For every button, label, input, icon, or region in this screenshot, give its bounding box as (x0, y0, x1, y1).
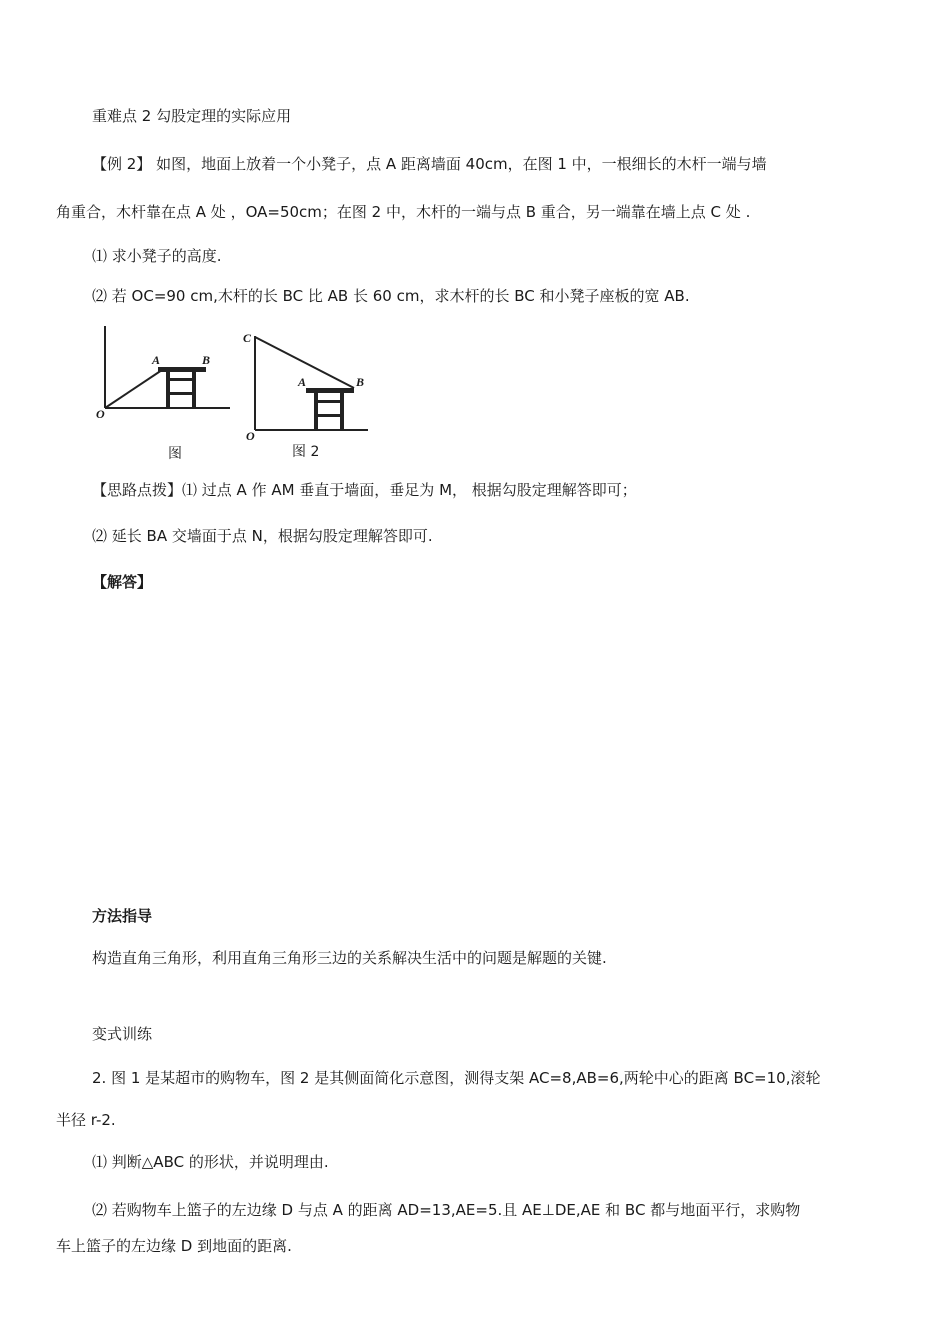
fig2-label-a: A (298, 375, 307, 389)
variant-line-2: 半径 r-2. (56, 1111, 116, 1129)
fig2-stool-leg-right (340, 393, 344, 430)
example-question-2: ⑵ 若 OC=90 cm,木杆的长 BC 比 AB 长 60 cm，求木杆的长 BC 和小凳子座板的宽 AB. (92, 287, 690, 305)
fig2-caption: 图 2 (292, 444, 320, 460)
fig2-stool-seat (306, 388, 354, 393)
fig1-pole (105, 370, 162, 408)
hint-line-2: ⑵ 延长 BA 交墙面于点 N，根据勾股定理解答即可. (92, 527, 433, 545)
example-line-2: 角重合，木杆靠在点 A 处 ，OA=50cm；在图 2 中，木杆的一端与点 B 重合，另一端靠在墙上点 C 处 . (56, 203, 751, 221)
variant-line-1: 2. 图 1 是某超市的购物车，图 2 是其侧面简化示意图，测得支架 AC=8,AB=6,两轮中心的距离 BC=10,滚轮 (92, 1069, 821, 1087)
variant-title: 变式训练 (92, 1025, 153, 1043)
variant-question-2-line-2: 车上篮子的左边缘 D 到地面的距离. (56, 1237, 292, 1255)
fig2-stool-leg-left (314, 393, 318, 430)
fig2-stool-rail-bottom (314, 414, 344, 417)
fig1-stool-seat (158, 367, 206, 372)
answer-label: 【解答】 (92, 573, 153, 591)
method-title: 方法指导 (92, 907, 153, 925)
fig1-stool-rail-bottom (166, 392, 196, 395)
fig2-label-c: C (243, 331, 252, 345)
fig1-label-a: A (152, 353, 161, 367)
fig1-stool-leg-right (192, 372, 196, 408)
figure-2-diagram (240, 320, 380, 462)
fig1-label-b: B (202, 353, 211, 367)
figure-1-diagram (90, 320, 240, 460)
fig1-stool-leg-left (166, 372, 170, 408)
fig1-stool-rail-top (166, 378, 196, 381)
method-text: 构造直角三角形，利用直角三角形三边的关系解决生活中的问题是解题的关键. (92, 949, 607, 967)
example-line-1: 【例 2】 如图，地面上放着一个小凳子，点 A 距离墙面 40cm，在图 1 中，一根细长的木杆一端与墙 (92, 155, 767, 173)
fig2-label-b: B (356, 375, 365, 389)
variant-question-2-line-1: ⑵ 若购物车上篮子的左边缘 D 与点 A 的距离 AD=13,AE=5.且 AE⊥DE,AE 和 BC 都与地面平行，求购物 (92, 1201, 801, 1219)
fig2-label-o: O (246, 429, 255, 443)
fig1-label-o: O (96, 407, 105, 421)
hint-line-1: 【思路点拨】⑴ 过点 A 作 AM 垂直于墙面，垂足为 M， 根据勾股定理解答即可； (92, 481, 637, 499)
fig2-stool-rail-top (314, 400, 344, 403)
fig1-caption: 图 (168, 446, 182, 462)
section-title: 重难点 2 勾股定理的实际应用 (92, 107, 292, 125)
variant-question-1: ⑴ 判断△ABC 的形状，并说明理由. (92, 1153, 329, 1171)
example-question-1: ⑴ 求小凳子的高度. (92, 247, 222, 265)
